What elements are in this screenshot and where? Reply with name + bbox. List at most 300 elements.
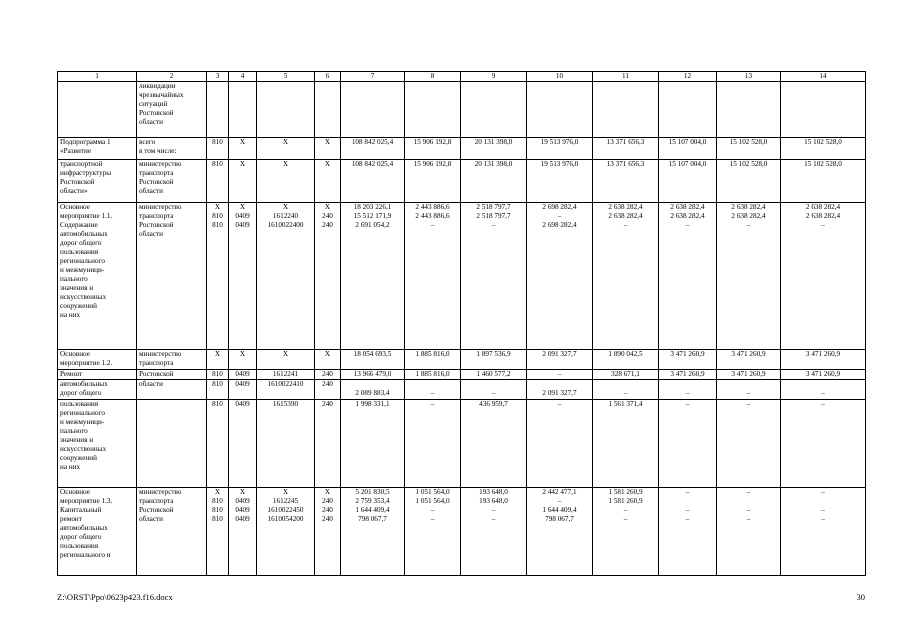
cell-line: области	[139, 230, 164, 238]
cell-line: 1 561 371,4	[608, 400, 643, 408]
cell-line: 15 906 192,8	[413, 138, 452, 146]
cell-line: Ростовской	[60, 178, 95, 186]
table-cell	[207, 203, 229, 350]
table-cell	[58, 350, 137, 370]
table-cell	[257, 138, 315, 160]
cell-line: Х	[282, 160, 289, 168]
table-cell	[315, 380, 341, 400]
table-cell	[405, 203, 461, 350]
table-cell	[58, 160, 137, 203]
cell-line: в том числе:	[139, 147, 177, 155]
cell-line: –	[430, 400, 435, 408]
cell-line: 810	[212, 400, 223, 408]
cell-line	[595, 380, 656, 389]
cell-line	[407, 380, 458, 389]
table-cell	[527, 380, 593, 400]
table-row	[58, 82, 866, 138]
table-cell	[717, 138, 781, 160]
cell-line: мероприятие 1.2.	[60, 359, 113, 367]
cell-line: –	[685, 488, 690, 496]
cell-line: 0409	[235, 212, 250, 220]
table-cell	[659, 82, 717, 138]
cell-line: Капитальный	[60, 506, 102, 514]
table-cell	[257, 350, 315, 370]
cell-line: –	[821, 400, 825, 408]
cell-line: –	[430, 515, 435, 523]
cell-line: –	[685, 389, 690, 397]
cell-line: 20 131 398,0	[474, 160, 513, 168]
cell-line: –	[557, 370, 562, 378]
cell-line: 0409	[235, 506, 250, 514]
cell-line: значения и	[60, 284, 94, 292]
table-cell	[137, 350, 207, 370]
table-cell	[593, 350, 659, 370]
table-cell	[257, 203, 315, 350]
table-cell	[717, 380, 781, 400]
cell-line: –	[821, 221, 825, 229]
table-cell	[341, 350, 405, 370]
cell-line: 2 698 282,4	[542, 221, 577, 229]
table-row	[58, 380, 866, 400]
cell-line: автомобильных	[60, 230, 108, 238]
cell-line: дорог общего	[60, 533, 102, 541]
cell-line: Х	[324, 138, 331, 146]
table-cell	[527, 400, 593, 488]
table-cell	[659, 350, 717, 370]
cell-line	[783, 380, 863, 389]
column-header: 10	[527, 72, 593, 82]
cell-line: 19 513 976,0	[540, 138, 579, 146]
table-cell	[461, 488, 527, 576]
cell-line: –	[746, 389, 751, 397]
cell-line: –	[685, 515, 690, 523]
cell-line: 1 644 409,4	[542, 506, 577, 514]
table-cell	[461, 138, 527, 160]
cell-line: 15 107 004,0	[668, 160, 707, 168]
cell-line: –	[746, 400, 751, 408]
cell-line: искусственных	[60, 445, 107, 453]
table-cell	[257, 160, 315, 203]
cell-line: регионального	[60, 409, 105, 417]
page-number: 30	[856, 592, 865, 602]
table-cell	[58, 138, 137, 160]
table-cell	[58, 82, 137, 138]
cell-line: 15 102 528,0	[804, 160, 842, 168]
cell-line: пользования	[60, 248, 99, 256]
cell-line: автомобильных	[60, 524, 108, 532]
table-cell	[781, 488, 866, 576]
table-cell	[717, 350, 781, 370]
cell-line: 0409	[235, 400, 250, 408]
cell-line: –	[821, 389, 825, 397]
cell-line: 436 959,7	[479, 400, 508, 408]
cell-line: –	[557, 212, 562, 220]
table-cell	[405, 370, 461, 380]
cell-line: 1610022400	[267, 221, 304, 229]
cell-line: 1 581 260,9	[608, 497, 643, 505]
table-cell	[461, 160, 527, 203]
cell-line: 2 638 282,4	[670, 203, 705, 211]
cell-line: 2 638 282,4	[608, 212, 643, 220]
table-row	[58, 370, 866, 380]
table-cell	[527, 488, 593, 576]
cell-line: –	[685, 506, 690, 514]
table-cell	[781, 82, 866, 138]
table-row	[58, 488, 866, 576]
cell-line: 2 638 282,4	[670, 212, 705, 220]
cell-line: сооружений	[60, 302, 97, 310]
cell-line: 13 371 656,3	[606, 138, 645, 146]
table-cell	[229, 82, 257, 138]
column-header: 3	[207, 72, 229, 82]
cell-line: транспортной	[60, 160, 103, 168]
cell-line: мероприятие 1.1.	[60, 212, 113, 220]
cell-line: области	[139, 118, 164, 126]
column-header: 7	[341, 72, 405, 82]
cell-line: –	[746, 221, 751, 229]
cell-line	[463, 380, 524, 389]
table-cell	[315, 350, 341, 370]
cell-line: Х	[282, 488, 289, 496]
table-cell	[315, 370, 341, 380]
cell-line: 0409	[235, 515, 250, 523]
table-cell	[58, 370, 137, 380]
column-header: 9	[461, 72, 527, 82]
table-cell	[781, 203, 866, 350]
cell-line: Х	[324, 488, 331, 496]
cell-line: 2 759 353,4	[355, 497, 390, 505]
table-cell	[341, 160, 405, 203]
cell-line: инфраструктуры	[60, 169, 112, 177]
cell-line: Подпрограмма 1	[60, 138, 111, 146]
table-cell	[207, 350, 229, 370]
cell-line: 1615390	[272, 400, 299, 408]
cell-line: 15 102 528,0	[729, 138, 768, 146]
cell-line: Х	[214, 488, 221, 496]
cell-line: 0409	[235, 370, 250, 378]
cell-line: Основное	[60, 203, 90, 211]
table-cell	[593, 138, 659, 160]
table-cell	[593, 82, 659, 138]
cell-line: пользования	[60, 542, 99, 550]
cell-line: автомобильных	[60, 380, 108, 388]
cell-line: 15 906 192,8	[413, 160, 452, 168]
table-cell	[593, 380, 659, 400]
table-cell	[461, 82, 527, 138]
table-cell	[207, 82, 229, 138]
cell-line	[719, 497, 778, 506]
cell-line: ситуаций	[139, 100, 168, 108]
table-cell	[315, 138, 341, 160]
cell-line: пального	[60, 275, 88, 283]
table-cell	[659, 400, 717, 488]
cell-line: –	[430, 506, 435, 514]
cell-line: 19 513 976,0	[540, 160, 579, 168]
table-cell	[781, 160, 866, 203]
cell-line: всего	[139, 138, 156, 146]
table-cell	[659, 488, 717, 576]
cell-line: –	[821, 515, 825, 523]
table-cell	[341, 400, 405, 488]
cell-line: 2 518 797,7	[476, 212, 511, 220]
table-cell	[137, 82, 207, 138]
table-cell	[58, 400, 137, 488]
budget-table	[57, 71, 866, 576]
table-cell	[207, 160, 229, 203]
cell-line: –	[491, 389, 496, 397]
cell-line: 1610022410	[267, 380, 304, 388]
table-cell	[58, 203, 137, 350]
cell-line: 0409	[235, 497, 250, 505]
cell-line	[783, 497, 863, 506]
cell-line: 193 648,0	[479, 497, 508, 505]
cell-line: 810	[212, 515, 223, 523]
cell-line: 2 638 282,4	[608, 203, 643, 211]
cell-line: 1 051 564,0	[415, 497, 450, 505]
cell-line: 18 054 693,5	[353, 350, 392, 358]
table-cell	[717, 370, 781, 380]
cell-line: –	[623, 221, 628, 229]
table-cell	[717, 203, 781, 350]
cell-line: 20 131 398,0	[474, 138, 513, 146]
table-cell	[257, 82, 315, 138]
cell-line: 193 648,0	[479, 488, 508, 496]
cell-line: 108 842 025,4	[351, 138, 394, 146]
cell-line: 13 371 656,3	[606, 160, 645, 168]
cell-line: 810	[212, 370, 223, 378]
cell-line: и межмуници-	[60, 418, 105, 426]
cell-line: 1 897 536,9	[476, 350, 511, 358]
table-cell	[229, 370, 257, 380]
table-cell	[315, 400, 341, 488]
table-cell	[461, 380, 527, 400]
table-cell	[341, 203, 405, 350]
cell-line: 1610054200	[267, 515, 304, 523]
table-cell	[257, 370, 315, 380]
column-header: 13	[717, 72, 781, 82]
cell-line: 798 067,7	[545, 515, 574, 523]
table-cell	[405, 350, 461, 370]
cell-line: ликвидации	[139, 82, 176, 90]
cell-line: 798 067,7	[358, 515, 387, 523]
cell-line: 240	[322, 515, 333, 523]
cell-line: транспорта	[139, 169, 174, 177]
cell-line: 13 966 479,0	[353, 370, 392, 378]
cell-line: 2 691 054,2	[355, 221, 390, 229]
table-cell	[717, 82, 781, 138]
cell-line: регионального и	[60, 551, 111, 559]
cell-line: области	[139, 380, 164, 388]
cell-line	[529, 380, 590, 389]
cell-line: 1612240	[272, 212, 299, 220]
cell-line: Основное	[60, 350, 90, 358]
cell-line: –	[430, 389, 435, 397]
table-cell	[341, 138, 405, 160]
cell-line: на них	[60, 463, 81, 471]
table-cell	[229, 400, 257, 488]
table-cell	[593, 203, 659, 350]
table-cell	[593, 160, 659, 203]
cell-line: области»	[60, 187, 88, 195]
table-cell	[405, 160, 461, 203]
cell-line: –	[623, 515, 628, 523]
cell-line: Содержание	[60, 221, 98, 229]
table-row	[58, 350, 866, 370]
table-cell	[229, 380, 257, 400]
cell-line: «Развитие	[60, 147, 92, 155]
table-cell	[461, 350, 527, 370]
table-cell	[137, 138, 207, 160]
column-header: 8	[405, 72, 461, 82]
table-cell	[207, 370, 229, 380]
table-cell	[257, 380, 315, 400]
cell-line: 2 638 282,4	[805, 203, 841, 211]
column-header: 2	[137, 72, 207, 82]
cell-line: –	[685, 221, 690, 229]
table-cell	[315, 488, 341, 576]
cell-line: 810	[212, 506, 223, 514]
cell-line: Х	[324, 350, 331, 358]
table-cell	[257, 488, 315, 576]
cell-line: Ремонт	[60, 370, 83, 378]
table-cell	[229, 203, 257, 350]
cell-line: транспорта	[139, 212, 174, 220]
cell-line: 15 102 528,0	[804, 138, 842, 146]
cell-line: 2 638 282,4	[805, 212, 841, 220]
cell-line: области	[139, 515, 164, 523]
cell-line: Х	[282, 138, 289, 146]
table-cell	[405, 380, 461, 400]
table-cell	[781, 138, 866, 160]
cell-line: регионального	[60, 257, 105, 265]
cell-line: –	[746, 506, 751, 514]
cell-line: Ростовской	[139, 109, 174, 117]
cell-line: на них	[60, 311, 81, 319]
cell-line: министерство	[139, 350, 182, 358]
cell-line: 3 471 260,9	[805, 370, 841, 378]
cell-line: –	[821, 488, 825, 496]
cell-line: –	[491, 515, 496, 523]
cell-line: Х	[282, 350, 289, 358]
table-cell	[461, 400, 527, 488]
table-cell	[207, 138, 229, 160]
cell-line: 1610022450	[267, 506, 304, 514]
table-cell	[137, 400, 207, 488]
cell-line: 108 842 025,4	[351, 160, 394, 168]
table-cell	[781, 370, 866, 380]
table-cell	[341, 488, 405, 576]
cell-line: министерство	[139, 160, 182, 168]
column-header: 12	[659, 72, 717, 82]
cell-line: Х	[324, 203, 331, 211]
table-cell	[341, 82, 405, 138]
cell-line: –	[557, 497, 562, 505]
cell-line: 810	[212, 221, 223, 229]
cell-line: пользования	[60, 400, 99, 408]
table-cell	[659, 138, 717, 160]
table-cell	[781, 350, 866, 370]
table-cell	[137, 488, 207, 576]
cell-line: 1 885 816,0	[415, 370, 450, 378]
column-header: 11	[593, 72, 659, 82]
table-cell	[405, 400, 461, 488]
table-cell	[527, 370, 593, 380]
cell-line: дорог общего	[60, 239, 102, 247]
cell-line: 1612241	[272, 370, 299, 378]
table-cell	[315, 160, 341, 203]
cell-line: 240	[322, 497, 333, 505]
cell-line: 1 890 042,5	[608, 350, 643, 358]
cell-line: –	[821, 506, 825, 514]
cell-line: 15 107 004,0	[668, 138, 707, 146]
cell-line: 1 051 564,0	[415, 488, 450, 496]
table-cell	[137, 160, 207, 203]
table-cell	[781, 380, 866, 400]
table-cell	[137, 203, 207, 350]
table-cell	[527, 350, 593, 370]
table-cell	[593, 370, 659, 380]
table-cell	[229, 160, 257, 203]
cell-line: ремонт	[60, 515, 82, 523]
column-header: 5	[257, 72, 315, 82]
table-cell	[461, 203, 527, 350]
cell-line: 2 638 282,4	[731, 212, 766, 220]
footer-file-path: Z:\ORST\Ppo\0623p423.f16.docx	[57, 592, 173, 602]
cell-line: Ростовской	[139, 370, 174, 378]
table-cell	[315, 203, 341, 350]
cell-line: и межмуници-	[60, 266, 105, 274]
table-cell	[527, 160, 593, 203]
table-cell	[461, 370, 527, 380]
table-cell	[229, 488, 257, 576]
table-cell	[659, 370, 717, 380]
cell-line: 3 471 260,9	[670, 370, 705, 378]
cell-line: 5 201 830,5	[355, 488, 390, 496]
cell-line: искусственных	[60, 293, 107, 301]
cell-line: 15 512 171,9	[353, 212, 392, 220]
cell-line: 240	[322, 400, 333, 408]
cell-line: –	[746, 515, 751, 523]
cell-line: 240	[322, 380, 333, 388]
cell-line: 1 460 577,2	[476, 370, 511, 378]
table-cell	[781, 400, 866, 488]
cell-line: 328 671,1	[611, 370, 640, 378]
cell-line: 3 471 260,9	[670, 350, 705, 358]
cell-line: 2 443 886,6	[415, 212, 450, 220]
header-row	[58, 72, 866, 82]
table-cell	[341, 370, 405, 380]
cell-line	[719, 380, 778, 389]
cell-line: 810	[212, 160, 223, 168]
cell-line: Ростовской	[139, 178, 174, 186]
cell-line: значения и	[60, 436, 94, 444]
table-cell	[207, 400, 229, 488]
table-cell	[527, 138, 593, 160]
table-cell	[717, 488, 781, 576]
table-row	[58, 400, 866, 488]
cell-line	[661, 497, 714, 506]
cell-line: пального	[60, 427, 88, 435]
cell-line: дорог общего	[60, 389, 102, 397]
cell-line: чрезвычайных	[139, 91, 184, 99]
cell-line: области	[139, 187, 164, 195]
cell-line: –	[430, 221, 435, 229]
cell-line: Х	[214, 203, 221, 211]
cell-line: Х	[324, 160, 331, 168]
cell-line: 810	[212, 380, 223, 388]
column-header: 14	[781, 72, 866, 82]
table-cell	[315, 82, 341, 138]
